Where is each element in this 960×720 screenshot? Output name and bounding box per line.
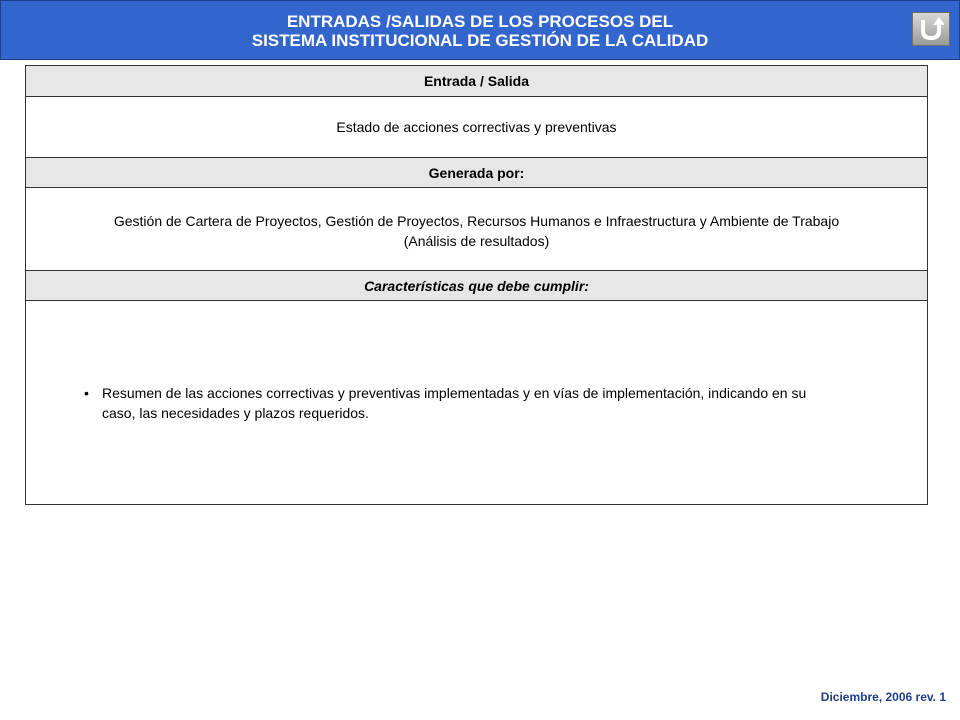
title-banner bbox=[0, 0, 960, 60]
generada-por-line-1: Gestión de Cartera de Proyectos, Gestión de Proyectos, Recursos Humanos e Infraestructura y Ambiente de Trabajo bbox=[113, 213, 840, 229]
entrada-salida-header: Entrada / Salida bbox=[26, 66, 927, 97]
bullet-text-line-2: caso, las necesidades y plazos requeridos. bbox=[102, 405, 369, 421]
generada-por-header: Generada por: bbox=[26, 158, 927, 188]
title-line-1: ENTRADAS /SALIDAS DE LOS PROCESOS DEL bbox=[286, 12, 674, 31]
entrada-salida-value: Estado de acciones correctivas y preventivas bbox=[26, 97, 927, 158]
generada-por-line-2: (Análisis de resultados) bbox=[403, 233, 550, 249]
bullet-icon: • bbox=[84, 385, 89, 401]
u-turn-back-icon bbox=[918, 16, 944, 42]
title-line-2: SISTEMA INSTITUCIONAL DE GESTIÓN DE LA CALIDAD bbox=[251, 31, 709, 50]
caracteristicas-value bbox=[26, 301, 927, 504]
generada-por-value bbox=[26, 188, 927, 271]
process-io-form bbox=[25, 65, 928, 505]
revision-footer: Diciembre, 2006 rev. 1 bbox=[820, 690, 946, 704]
bullet-text-line-1: Resumen de las acciones correctivas y preventivas implementadas y en vías de implementación, indicando en su bbox=[102, 385, 807, 401]
caracteristicas-header: Características que debe cumplir: bbox=[26, 271, 927, 301]
back-button[interactable] bbox=[912, 12, 950, 46]
